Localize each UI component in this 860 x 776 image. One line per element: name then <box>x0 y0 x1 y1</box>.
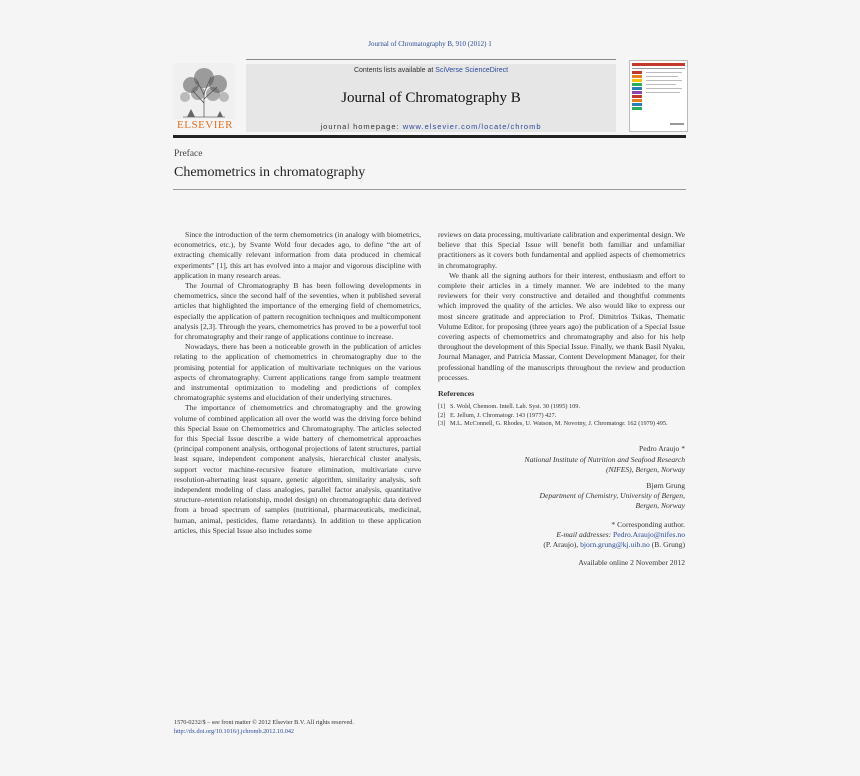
author-name: Bjørn Grung <box>646 481 685 491</box>
journal-banner <box>246 64 616 132</box>
article-title: Chemometrics in chromatography <box>174 165 366 180</box>
paragraph: The importance of chemometrics and chromatography and the growing volume of combined application all over the world was the driving force behind this Special Issue on Chemometrics and Chromatography. The articles selected for this Special Issue describe a wide battery of chemometrical approaches (principal component analysis, orthogonal projections of latent structures, partial least square, independent component analysis, hierarchical cluster analysis, support vector machine-recursive feature elimination, multivariate curve resolution-alternating least square, genetic algorithm, similarity analysis, soft independent modeling of class analogies, parallel factor analysis, quantitative structure–retention relationship, model design) on chromatographic data derived from a broad spectrum of samples (nutritional, pharmaceuticals, medicinal, human, animal, pesticides, flame retardants). In addition to these application articles, this Special Issue also includes some <box>174 403 421 535</box>
email-label: E-mail addresses: <box>556 529 612 539</box>
contents-line <box>246 67 616 74</box>
left-column <box>174 230 421 536</box>
author-affiliation: Department of Chemistry, University of Bergen, <box>539 491 685 501</box>
issn-line: 1570-0232/$ – see front matter © 2012 Elsevier B.V. All rights reserved. <box>174 719 354 726</box>
article-section-label: Preface <box>174 149 203 159</box>
references-list <box>438 403 685 428</box>
title-rule <box>173 189 686 190</box>
journal-header <box>173 59 686 137</box>
reference-item[interactable] <box>438 403 685 411</box>
journal-cover-thumbnail[interactable] <box>629 60 688 132</box>
paragraph: Since the introduction of the term chemometrics (in analogy with biometrics, econometrics, etc.), by Svante Wold four decades ago, to define “the art of extracting chemically relevant information from data produced in chemical experiments” [1], this art has evolved into a major and vigorous discipline with application in many research areas. <box>174 230 421 280</box>
author-affiliation: Bergen, Norway <box>635 501 685 511</box>
reference-item[interactable] <box>438 420 685 428</box>
email-owner: (B. Grung) <box>651 540 685 550</box>
corresponding-note: * Corresponding author. <box>611 519 685 529</box>
reference-text: S. Wold, Chemom. Intell. Lab. Syst. 30 (1995) 109. <box>450 403 581 411</box>
journal-title: Journal of Chromatography B <box>341 90 521 106</box>
author-name: Pedro Araujo * <box>639 444 685 454</box>
author-affiliation: (NIFES), Bergen, Norway <box>605 464 685 474</box>
right-column <box>438 230 685 569</box>
journal-citation[interactable]: Journal of Chromatography B, 910 (2012) 1 <box>368 40 492 48</box>
paragraph: Nowadays, there has been a noticeable growth in the publication of articles relating to the application of chemometrics in chromatography due to the promising potential for application of multivariate techniques on the various aspects of chromatography. Current applications range from sample treatment and instrumental optimization to modeling and predictions of complex chromatographic systems and elucidation of their underlying structures. <box>174 342 421 403</box>
reference-item[interactable] <box>438 412 685 420</box>
homepage-link[interactable]: www.elsevier.com/locate/chromb <box>402 122 542 131</box>
reference-number: [2] <box>438 411 446 419</box>
references-heading: References <box>438 389 475 399</box>
author-signature-2 <box>438 481 685 512</box>
email-owner: (P. Araujo), <box>543 540 579 550</box>
homepage-prefix: journal homepage: <box>320 122 400 131</box>
header-bottom-rule <box>173 135 686 138</box>
reference-number: [1] <box>438 403 446 411</box>
reference-number: [3] <box>438 420 446 428</box>
doi-link[interactable]: http://dx.doi.org/10.1016/j.jchromb.2012.10.042 <box>174 728 295 735</box>
header-top-rule <box>246 59 616 60</box>
sciencedirect-link[interactable]: SciVerse ScienceDirect <box>435 67 509 74</box>
reference-text: M.L. McConnell, G. Rhodes, U. Watson, M. Novotny, J. Chromatogr. 162 (1979) 495. <box>450 420 668 428</box>
reference-text: E. Jellum, J. Chromatogr. 143 (1977) 427. <box>450 411 557 419</box>
author-affiliation: National Institute of Nutrition and Seafood Research <box>524 454 685 464</box>
paragraph: We thank all the signing authors for their interest, enthusiasm and effort to complete their articles in a timely manner. We are indebted to the many reviewers for their very constructive and detailed and thoughtful comments which improved the quality of the articles. We also would like to express our most sincere gratitude and appreciation to Prof. Dimitrios Tsikas, Thematic Volume Editor, for proposing (three years ago) the publication of a Special Issue covering aspects of chemometrics and chromatography and also for his help throughout the development of this Special Issue. Finally, we thank Basil Nyaku, Journal Manager, and Patricia Massar, Content Development Manager, for their professional handling of the manuscripts throughout the review and production processes. <box>438 270 685 382</box>
email-link-grung[interactable]: bjorn.grung@kj.uib.no <box>580 540 650 550</box>
article-footer <box>174 718 354 736</box>
paragraph: reviews on data processing, multivariate calibration and experimental design. We believe that this Special Issue will benefit both familiar and unfamiliar practitioners as it covers both fundamental and applied aspects of chemometrics in chromatography. <box>438 230 685 270</box>
paragraph: The Journal of Chromatography B has been following developments in chemometrics, since the second half of the seventies, when it published several articles that highlighted the importance of the emerging field of chemometrics, especially the application of pattern recognition techniques and multicomponent analysis [2,3]. Through the years, chemometrics has proved to be a powerful tool for chromatography and their range of applications continue to increase. <box>174 281 421 342</box>
author-signature-1 <box>438 444 685 475</box>
contents-prefix: Contents lists available at <box>353 67 434 74</box>
email-link-araujo[interactable]: Pedro.Araujo@nifes.no <box>613 529 685 539</box>
elsevier-wordmark: ELSEVIER <box>177 119 233 131</box>
corresponding-author-block <box>438 520 685 551</box>
journal-homepage <box>246 122 616 131</box>
available-online: Available online 2 November 2012 <box>578 558 685 568</box>
